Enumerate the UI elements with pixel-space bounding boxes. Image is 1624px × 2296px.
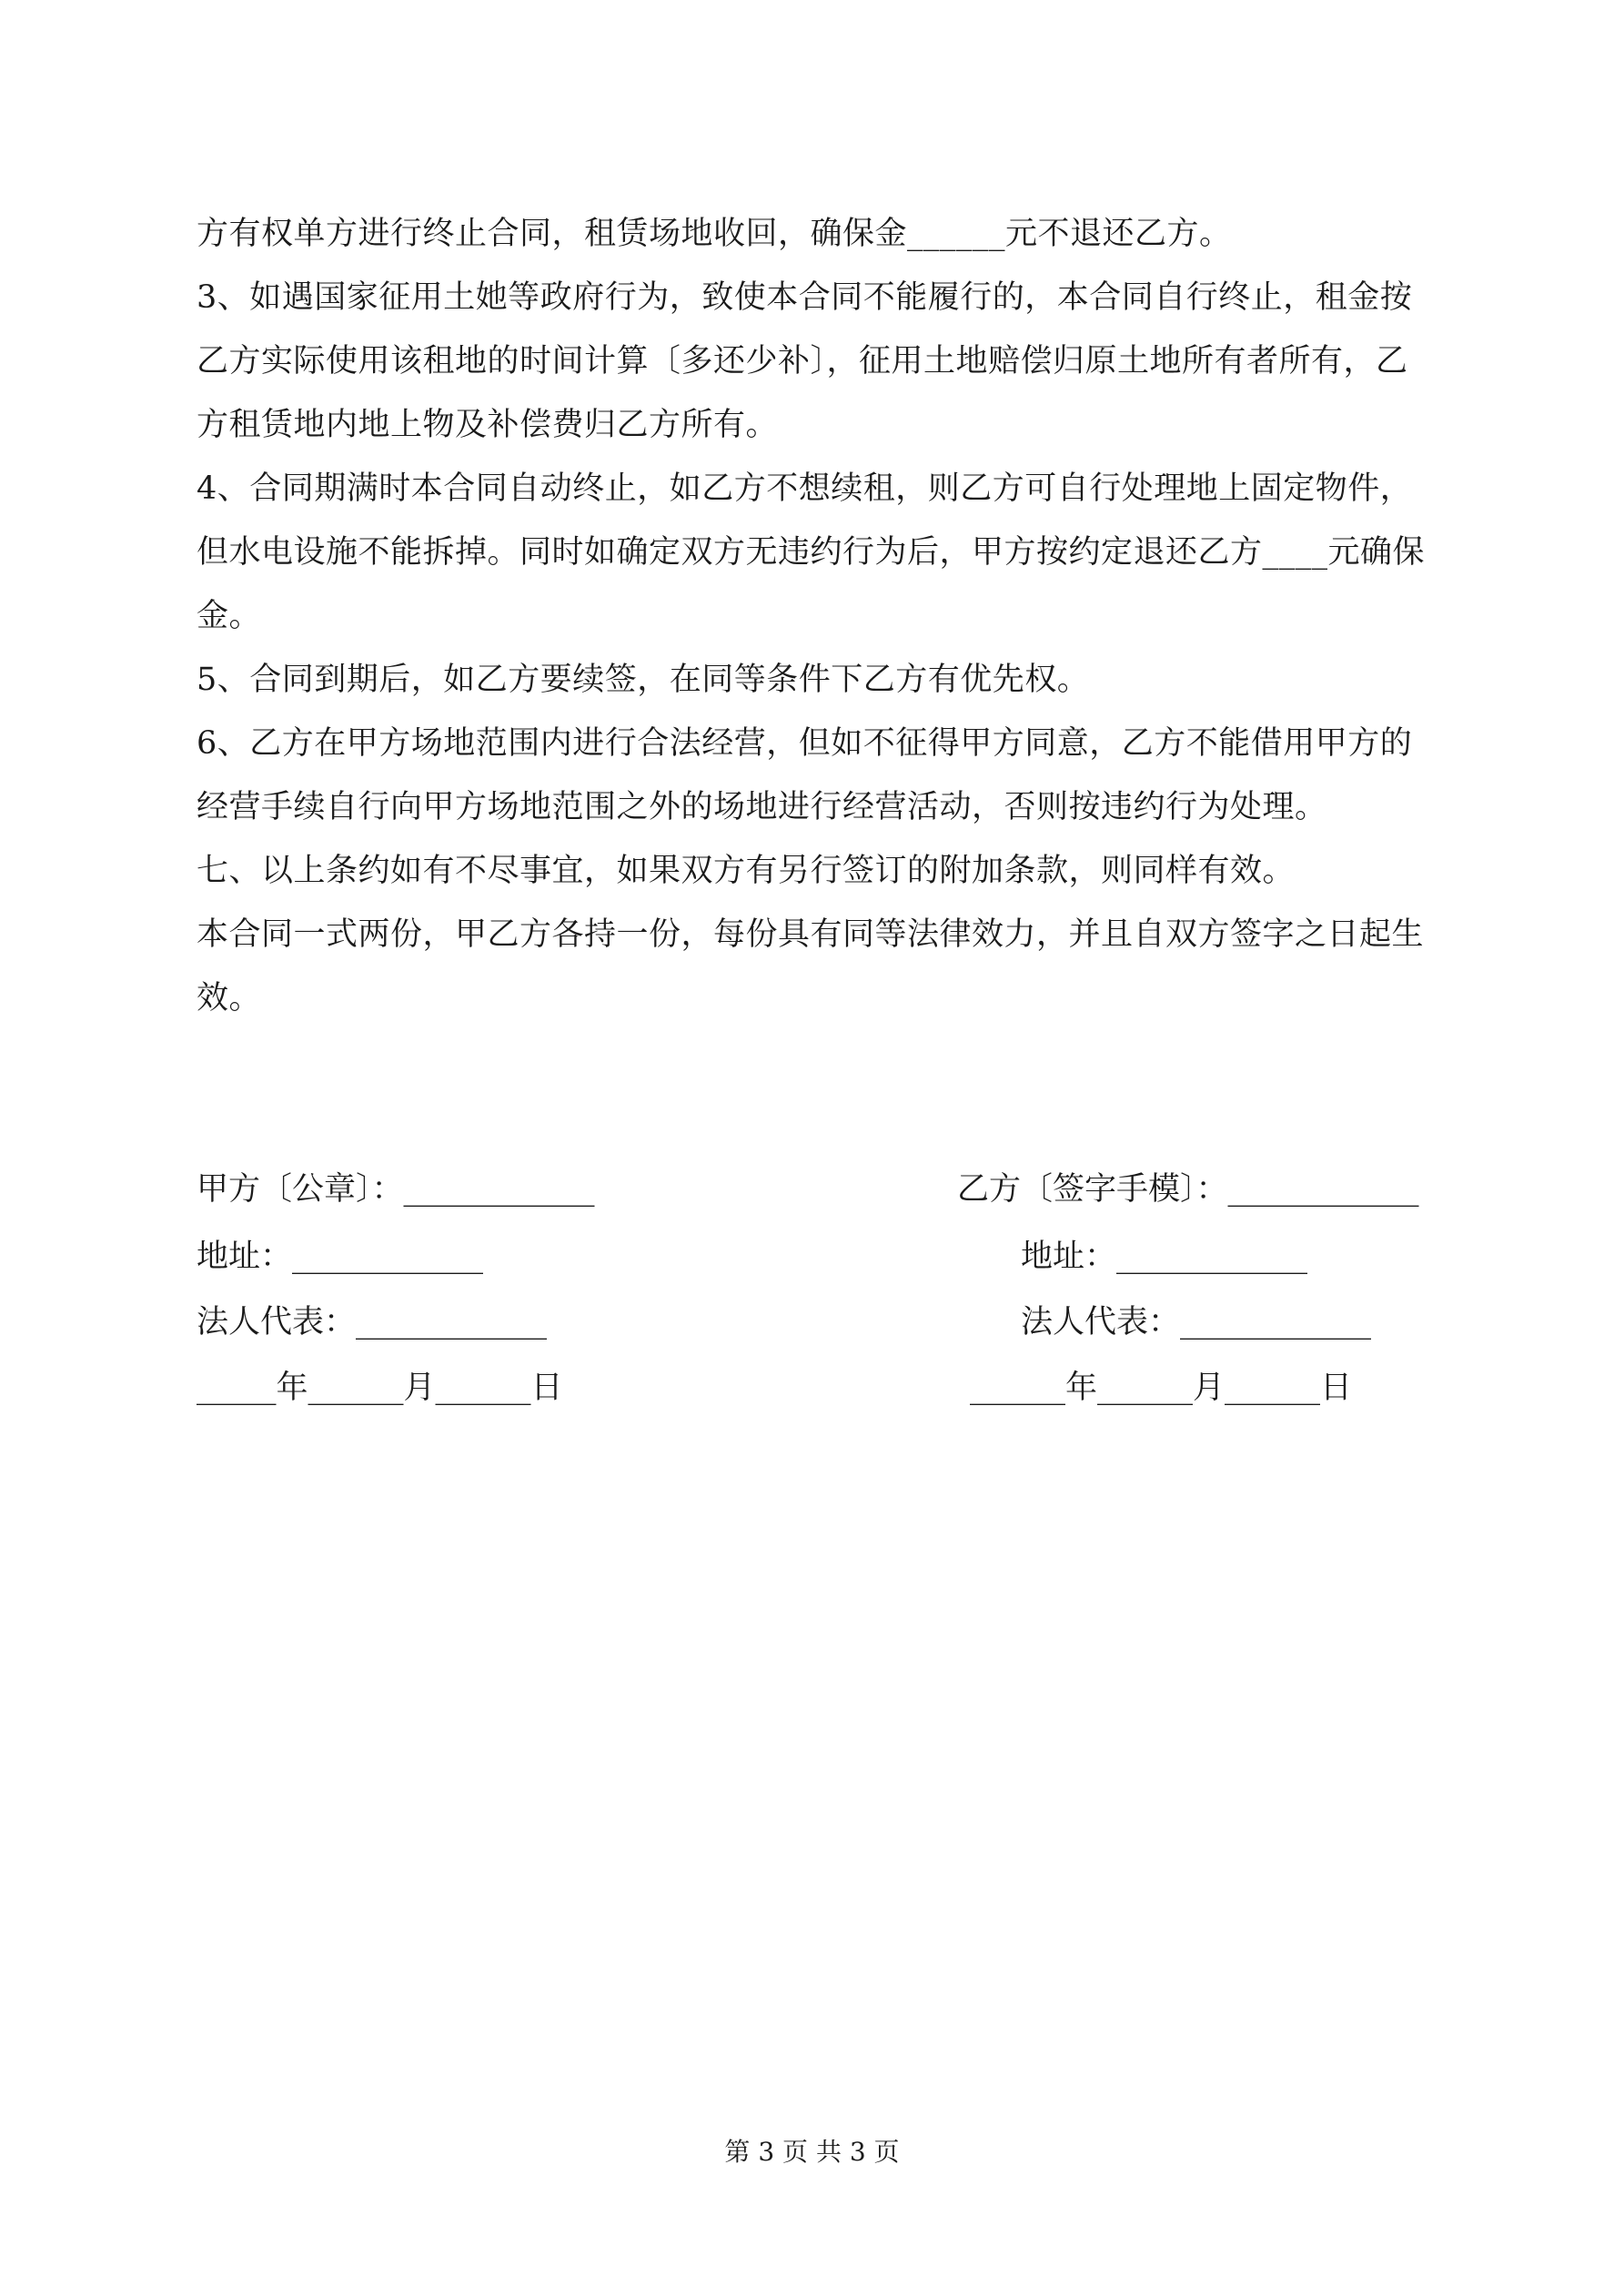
paragraph-line: 乙方实际使用该租地的时间计算〔多还少补〕，征用土地赔偿归原土地所有者所有，乙 <box>197 343 1408 379</box>
party-b-date-line: ______年______月______日 <box>970 1370 1353 1406</box>
paragraph-line: 经营手续自行向甲方场地范围之外的场地进行经营活动，否则按违约行为处理。 <box>197 789 1327 825</box>
party-a-legal-rep-line: 法人代表：____________ <box>197 1304 548 1340</box>
paragraph-line: 4、合同期满时本合同自动终止，如乙方不想续租，则乙方可自行处理地上固定物件， <box>197 470 1413 507</box>
contract-body <box>197 202 1439 1030</box>
party-b-legal-rep-line: 法人代表：____________ <box>1021 1304 1372 1340</box>
paragraph-line: 方有权单方进行终止合同，租赁场地收回，确保金______元不退还乙方。 <box>197 216 1232 252</box>
party-a-seal-line: 甲方〔公章〕：____________ <box>197 1171 595 1208</box>
party-b-seal-line: 乙方〔签字手模〕：____________ <box>957 1171 1419 1208</box>
paragraph-line: 本合同一式两份，甲乙方各持一份，每份具有同等法律效力，并且自双方签字之日起生 <box>197 916 1425 953</box>
party-a-date-line: _____年______月______日 <box>197 1370 563 1406</box>
paragraph-line: 方租赁地内地上物及补偿费归乙方所有。 <box>197 407 779 443</box>
paragraph-line: 6、乙方在甲方场地范围内进行合法经营，但如不征得甲方同意，乙方不能借用甲方的 <box>197 725 1413 762</box>
paragraph-line: 5、合同到期后，如乙方要续签，在同等条件下乙方有优先权。 <box>197 662 1090 698</box>
page-number-footer: 第 3 页 共 3 页 <box>724 2137 900 2167</box>
paragraph-line: 但水电设施不能拆掉。同时如确定双方无违约行为后，甲方按约定退还乙方____元确保 <box>197 534 1426 571</box>
party-b-address-line: 地址：____________ <box>1021 1239 1308 1275</box>
paragraph-line: 七、以上条约如有不尽事宜，如果双方有另行签订的附加条款，则同样有效。 <box>197 853 1296 889</box>
party-a-address-line: 地址：____________ <box>197 1239 484 1275</box>
paragraph-line: 3、如遇国家征用土她等政府行为，致使本合同不能履行的，本合同自行终止，租金按 <box>197 279 1413 316</box>
paragraph-line: 金。 <box>197 598 262 634</box>
paragraph-line: 效。 <box>197 980 262 1017</box>
